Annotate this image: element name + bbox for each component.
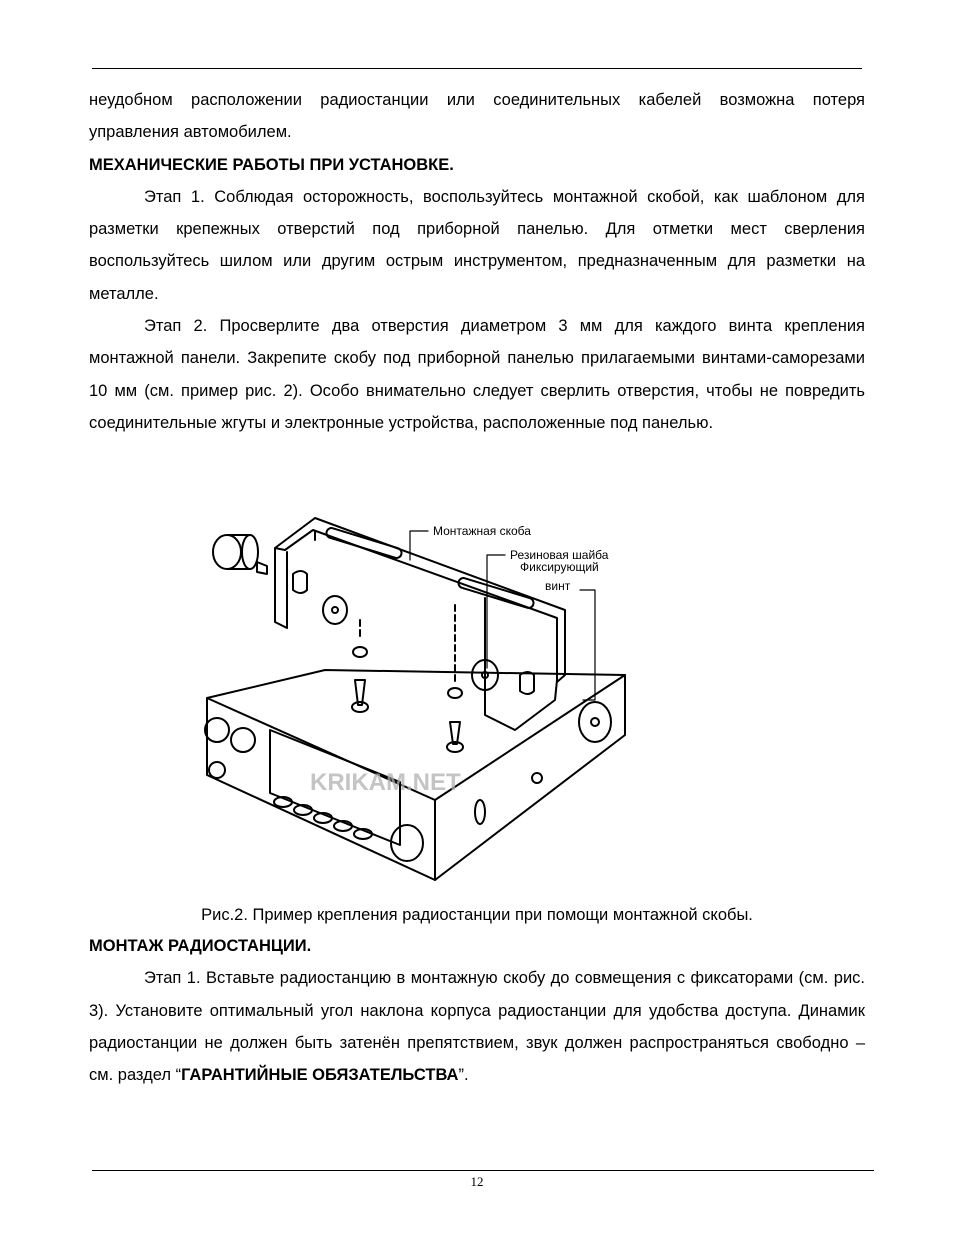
install-step1-text: Этап 1. Вставьте радиостанцию в монтажную скобу до совмещения с фиксаторами (см. рис. 3). Установите оптимальный угол наклона корпуса радиостанции для удобства доступа. Динамик радиостанции не должен быть затенён препятствием, звук должен распространяться свободно – см. раздел “ [89, 969, 865, 1085]
screw-left [352, 620, 368, 712]
warranty-reference: ГАРАНТИЙНЫЕ ОБЯЗАТЕЛЬСТВА [181, 1066, 459, 1085]
step2-paragraph: Этап 2. Просверлите два отверстия диаметром 3 мм для каждого винта крепления монтажной панели. Закрепите скобу под приборной панелью прилагаемыми винтами-саморезами 10 мм (см. пример рис. 2). Особо внимательно следует сверлить отверстия, чтобы не повредить соединительные жгуты и электронные устройства, расположенные под панелью. [89, 317, 865, 432]
mounting-diagram [195, 500, 635, 890]
intro-line-1: неудобном расположении радиостанции или соединительных кабелей возможна потеря [89, 91, 865, 109]
fixing-knob-left [213, 535, 267, 574]
rubber-washer-left [323, 596, 347, 624]
section-heading-installation: МОНТАЖ РАДИОСТАНЦИИ. [89, 937, 312, 955]
watermark-text: KRIKAM.NET [310, 769, 461, 796]
figure-caption: Рис.2. Пример крепления радиостанции при помощи монтажной скобы. [201, 906, 753, 924]
top-rule [92, 68, 862, 69]
section-heading-mechanical: МЕХАНИЧЕСКИЕ РАБОТЫ ПРИ УСТАНОВКЕ. [89, 155, 454, 174]
label-fixing: Фиксирующий [520, 560, 599, 574]
page-text [89, 84, 865, 439]
screw-right [447, 605, 463, 752]
label-rubber-washer: Резиновая шайба [510, 548, 609, 562]
bottom-rule [92, 1170, 874, 1171]
label-mounting-bracket: Монтажная скоба [433, 524, 531, 538]
intro-line-2: управления автомобилем. [89, 123, 292, 142]
step1-paragraph: Этап 1. Соблюдая осторожность, воспользуйтесь монтажной скобой, как шаблоном для разметки крепежных отверстий под приборной панелью. Для отметки мест сверления воспользуйтесь шилом или другим острым инструментом, предназначенным для разметки на металле. [89, 187, 865, 303]
page-number: 12 [470, 1174, 484, 1189]
label-screw: винт [545, 579, 571, 593]
install-step1-end: ”. [458, 1066, 469, 1085]
install-step1-paragraph [89, 962, 865, 1091]
page-text-2 [89, 930, 865, 1091]
